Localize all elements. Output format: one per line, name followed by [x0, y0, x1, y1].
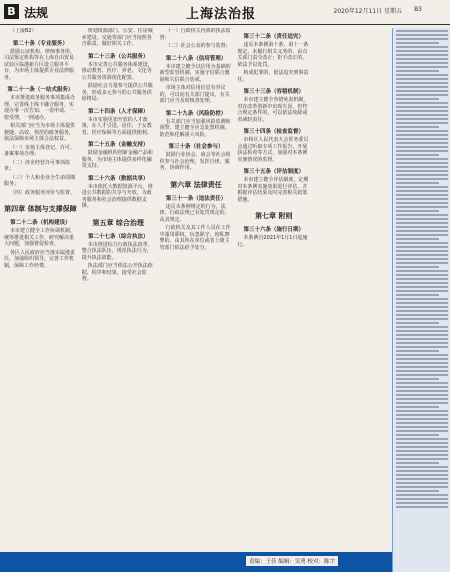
- classified-ads-panel: [392, 28, 450, 572]
- ad-text-line: [396, 250, 448, 252]
- article-paragraph: 本市推进综合行政执法改革，整合执法队伍，规范执法行为，提升执法效能。: [81, 241, 153, 261]
- ad-text-line: [396, 338, 448, 340]
- article-paragraph: 本市实施更加开放的人才政策，在人才引进、居住、子女教育、医疗保障等方面提供便利。: [81, 116, 152, 136]
- ad-text-line: [396, 322, 439, 324]
- ad-text-line: [396, 178, 448, 180]
- ad-text-line: [396, 430, 448, 432]
- article-paragraph: （二）社会公众的参与监督；: [165, 43, 231, 49]
- ad-text-line: [396, 182, 439, 184]
- ad-text-line: [396, 342, 448, 344]
- ad-text-line: [396, 246, 448, 248]
- ad-text-line: [396, 226, 448, 228]
- article-paragraph: 市和区人民代表大会常务委员会通过听取专项工作报告、开展执法检查等方式，加强对本条例实施情况的监督。: [237, 137, 309, 163]
- ad-text-line: [396, 58, 448, 60]
- ad-text-line: [396, 458, 448, 460]
- ad-text-line: [396, 62, 448, 64]
- article-column: [160, 28, 233, 548]
- ad-text-line: [396, 454, 448, 456]
- article-column: [82, 28, 155, 548]
- article-paragraph: 行政机关及其工作人员在工作中滥用职权、玩忽职守、徇私舞弊的，由其所在单位或者上级主管部门依法给予处分。: [159, 225, 231, 251]
- article-heading: 第二十九条（风险防控）: [165, 110, 227, 117]
- article-heading: 第二十七条（综合执法）: [87, 233, 149, 240]
- article-paragraph: 市场主体对信用信息有异议的，可以向有关部门提出，有关部门应当及时核查处理。: [159, 85, 230, 104]
- article-paragraph: 本市建立健全以信用为基础的新型监管机制，实施守信联合激励和失信联合惩戒。: [159, 63, 231, 83]
- ad-text-line: [396, 478, 448, 480]
- article-paragraph: （二）涉企经营许可事项改革；: [4, 159, 71, 172]
- ad-text-line: [396, 230, 448, 232]
- article-heading: 第三十二条（责任追究）: [243, 34, 305, 40]
- ad-text-line: [396, 286, 448, 288]
- ad-text-line: [396, 398, 448, 400]
- ad-text-line: [396, 274, 448, 276]
- ad-text-line: [396, 318, 448, 320]
- article-paragraph: 违反本条例规定的行为，法律、行政法规已有处罚规定的，从其规定。: [159, 203, 230, 223]
- article-heading: 第二十六条（数据共享）: [87, 175, 149, 182]
- ad-text-line: [396, 498, 448, 500]
- ad-text-line: [396, 282, 448, 284]
- article-paragraph: 鼓励行业协会、商会等社会组织参与社会治理，发挥自律、服务、协调作用。: [159, 152, 231, 171]
- ad-text-line: [396, 330, 448, 332]
- ad-text-line: [396, 486, 448, 488]
- ad-text-line: [396, 446, 448, 448]
- ad-text-line: [396, 210, 439, 212]
- ad-text-line: [396, 278, 448, 280]
- ad-text-line: [396, 254, 448, 256]
- ad-text-line: [396, 234, 448, 236]
- ad-text-line: [396, 474, 448, 476]
- ad-text-line: [396, 410, 448, 412]
- article-paragraph: 本市完善公共服务体系建设，推动教育、医疗、养老、文化等公共服务资源优化配置。: [81, 61, 153, 81]
- ad-text-line: [396, 130, 448, 132]
- ad-text-line: [396, 70, 439, 72]
- ad-text-line: [396, 50, 448, 52]
- article-heading: 第三十一条（违法责任）: [165, 195, 227, 202]
- article-heading: 第二十五条（金融支持）: [87, 142, 149, 148]
- ad-text-line: [396, 34, 448, 36]
- chapter-title: 第四章 体制与支撑保障: [4, 204, 77, 213]
- ad-text-line: [396, 422, 448, 424]
- article-paragraph: 本市建立健全评估制度，定期对本条例实施效果进行评估，并根据评估结果及时完善相关政策措施。: [237, 177, 309, 203]
- ad-text-line: [396, 154, 439, 156]
- ad-text-line: [396, 222, 448, 224]
- article-paragraph: 规划资源部门、公安、住房城乡建设、交通等部门应当按照各自职责，做好相关工作。: [81, 28, 153, 47]
- ad-text-line: [396, 38, 448, 40]
- ad-text-line: [396, 490, 439, 492]
- ad-text-line: [396, 382, 448, 384]
- article-paragraph: （三）个人和企业全生命周期服务；: [4, 174, 76, 187]
- chapter-title: 第七章 附则: [255, 211, 293, 220]
- article-heading: 第二十八条（信用管理）: [165, 55, 227, 62]
- ad-text-line: [396, 386, 448, 388]
- article-column: [4, 28, 77, 548]
- article-heading: 第二十条（专业服务）: [12, 40, 68, 47]
- ad-text-line: [396, 194, 448, 196]
- ad-text-line: [396, 66, 448, 68]
- ad-text-line: [396, 270, 448, 272]
- article-heading: 第三十四条（检查监督）: [243, 129, 305, 135]
- ad-text-line: [396, 506, 448, 508]
- footer-note: 责编：王佳 编辑：吴勇 校对：陈宇: [246, 556, 338, 566]
- ad-text-line: [396, 394, 448, 396]
- ad-text-line: [396, 82, 448, 84]
- ad-text-line: [396, 438, 448, 440]
- ad-text-line: [396, 466, 448, 468]
- ad-text-line: [396, 302, 448, 304]
- page-number: B3: [414, 6, 422, 13]
- ad-text-line: [396, 390, 448, 392]
- article-column: [237, 28, 310, 548]
- article-heading: 第二十一条（一站式服务）: [7, 87, 74, 93]
- page-header: [0, 0, 450, 25]
- ad-text-line: [396, 402, 448, 404]
- ad-text-line: [396, 206, 448, 208]
- ad-text-line: [396, 118, 448, 120]
- ad-text-line: [396, 238, 439, 240]
- ad-text-line: [396, 138, 448, 140]
- article-paragraph: 执法部门应当依法公开执法依据、程序和结果，接受社会监督。: [81, 263, 153, 282]
- article-paragraph: 违反本条例第十条、第十一条规定，未履行相关义务的，由有关部门责令改正；拒不改正的，依法予以处罚。: [237, 42, 309, 68]
- chapter-title: 第五章 综合治理: [92, 217, 144, 227]
- article-paragraph: 鼓励公证机构、律师事务所、司法鉴定机构等在上海自由贸易试验区临港新片区设立服务平台，为市场主体提供专业法律服务。: [4, 48, 76, 81]
- ad-text-line: [396, 162, 448, 164]
- ad-text-line: [396, 378, 439, 380]
- ad-text-line: [396, 242, 448, 244]
- article-paragraph: 各区人民政府应当落实属地责任，加强组织领导，完善工作机制，保障工作经费。: [4, 249, 76, 269]
- ad-text-line: [396, 470, 448, 472]
- ad-text-line: [396, 198, 448, 200]
- ad-text-line: [396, 30, 448, 32]
- article-paragraph: 构成犯罪的，依法追究刑事责任。: [237, 70, 309, 83]
- ad-text-line: [396, 190, 448, 192]
- article-heading: 第三十五条（评估制度）: [243, 169, 305, 175]
- article-heading: 第二十二条（机构建设）: [10, 220, 71, 226]
- ad-text-line: [396, 106, 448, 108]
- ad-text-line: [396, 214, 448, 216]
- ad-text-line: [396, 98, 439, 100]
- ad-text-line: [396, 126, 439, 128]
- article-paragraph: 本市依托大数据资源平台，推进公共数据的共享与开放，为政务服务和社会治理提供数据支撑。: [81, 183, 153, 209]
- ad-text-line: [396, 462, 439, 464]
- ad-text-line: [396, 354, 448, 356]
- ad-text-line: [396, 42, 439, 44]
- ad-text-line: [396, 334, 448, 336]
- article-columns: [4, 28, 388, 548]
- ad-text-line: [396, 158, 448, 160]
- ad-text-line: [396, 74, 448, 76]
- chapter-title: 第六章 法律责任: [170, 179, 222, 189]
- section-logo: B: [4, 4, 19, 19]
- ad-text-line: [396, 358, 448, 360]
- ad-text-line: [396, 298, 448, 300]
- article-heading: 第二十四条（人才保障）: [87, 108, 149, 115]
- ad-text-line: [396, 326, 448, 328]
- ad-text-line: [396, 314, 448, 316]
- ad-text-line: [396, 418, 448, 420]
- ad-text-line: [396, 202, 448, 204]
- article-paragraph: （一）市场主体登记、许可、备案事项办理；: [4, 144, 76, 157]
- ad-text-line: [396, 54, 448, 56]
- article-paragraph: 有关部门应当加强风险监测和预警，建立健全应急处置机制，防范和化解重大风险。: [159, 118, 231, 138]
- ad-text-line: [396, 262, 448, 264]
- article-paragraph: 本市建立健全容错免责机制，对在改革创新中出现失误，但符合规定条件的，可以依法免除或者减轻责任。: [237, 97, 309, 123]
- ad-text-line: [396, 426, 448, 428]
- article-paragraph: 相关部门应当为市场主体提供便捷、高效、规范的政务服务，依法保障市场主体合法权益。: [4, 123, 76, 142]
- ad-text-line: [396, 350, 439, 352]
- ad-text-line: [396, 374, 448, 376]
- ad-text-line: [396, 442, 448, 444]
- ad-text-line: [396, 310, 448, 312]
- ad-text-line: [396, 122, 448, 124]
- ad-text-line: [396, 86, 448, 88]
- article-paragraph: 鼓励社会力量参与提供公共服务，形成多元参与的公共服务供给格局。: [81, 83, 153, 102]
- ad-text-line: [396, 146, 448, 148]
- article-paragraph: 本市建立健全工作协调机制，统筹推进相关工作，研究解决重大问题，加强督促检查。: [4, 228, 76, 247]
- ad-text-line: [396, 494, 448, 496]
- ad-text-line: [396, 406, 439, 408]
- ad-text-line: [396, 482, 448, 484]
- ad-text-line: [396, 414, 448, 416]
- ad-text-line: [396, 186, 448, 188]
- ad-text-line: [396, 114, 448, 116]
- ad-text-line: [396, 306, 448, 308]
- ad-text-line: [396, 46, 448, 48]
- article-heading: 第三十三条（容错机制）: [243, 89, 305, 95]
- ad-text-line: [396, 450, 448, 452]
- article-paragraph: （一）行政机关内部的执法监督；: [159, 28, 231, 41]
- article-heading: 第三十六条（施行日期）: [243, 227, 305, 233]
- article-heading: 第三十条（社会参与）: [168, 144, 224, 150]
- ad-text-line: [396, 166, 448, 168]
- newspaper-masthead: 上海法治报: [186, 7, 257, 22]
- article-paragraph: 本市推进政务服务事项集成办理，完善线上线下融合服务，实现办事一次告知、一表申请、一窗受理、一网通办。: [4, 95, 76, 121]
- ad-text-line: [396, 150, 448, 152]
- ad-text-line: [396, 366, 448, 368]
- ad-text-line: [396, 134, 448, 136]
- section-title: 法规: [24, 6, 49, 20]
- ad-text-line: [396, 434, 439, 436]
- article-paragraph: 本条例自2021年1月1日起施行。: [237, 235, 308, 248]
- ad-text-line: [396, 218, 448, 220]
- ad-text-line: [396, 346, 448, 348]
- ad-text-line: [396, 90, 448, 92]
- ad-text-line: [396, 258, 448, 260]
- ad-text-line: [396, 174, 448, 176]
- ad-text-line: [396, 170, 448, 172]
- ad-text-line: [396, 266, 439, 268]
- ad-text-line: [396, 294, 439, 296]
- article-paragraph: （上接B2）: [10, 28, 37, 34]
- article-heading: 第二十三条（公共服务）: [87, 53, 149, 60]
- article-paragraph: （四）政务服务评价与监督。: [10, 189, 76, 196]
- ad-text-line: [396, 502, 448, 504]
- ad-text-line: [396, 362, 448, 364]
- ad-text-line: [396, 110, 448, 112]
- article-paragraph: 鼓励金融机构创新金融产品和服务，为市场主体提供多样化融资支持。: [81, 150, 153, 169]
- ad-text-line: [396, 370, 448, 372]
- ad-text-line: [396, 290, 448, 292]
- ad-text-line: [396, 142, 448, 144]
- ad-text-line: [396, 78, 448, 80]
- issue-date: 2020年12月11日 星期五: [333, 8, 402, 15]
- ad-text-line: [396, 94, 448, 96]
- ad-text-line: [396, 102, 448, 104]
